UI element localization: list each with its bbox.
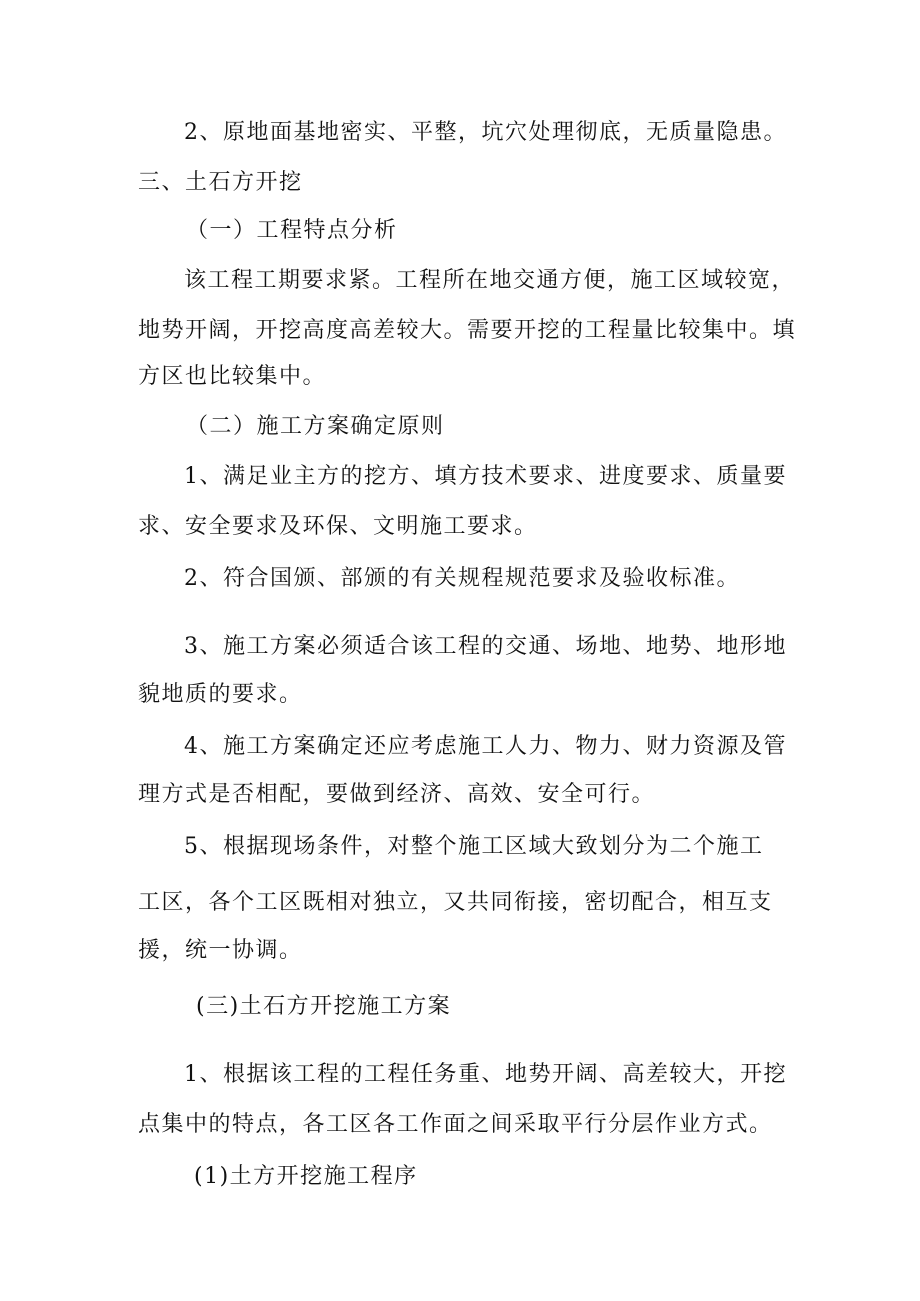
principle-3-line-2: 貌地质的要求。: [138, 682, 303, 707]
subheading-excavation-plan: (三)土石方开挖施工方案: [196, 994, 452, 1019]
plan-1-line-2: 点集中的特点，各工区各工作面之间采取平行分层作业方式。: [138, 1112, 773, 1137]
plan-1-subitem-procedure: (1)土方开挖施工程序: [194, 1164, 418, 1189]
principle-4-line-1: 4、施工方案确定还应考虑施工人力、物力、财力资源及管: [184, 734, 787, 759]
principle-3-line-1: 3、施工方案必须适合该工程的交通、场地、地势、地形地: [184, 634, 787, 659]
paragraph-features-line-3: 方区也比较集中。: [138, 364, 327, 389]
paragraph-features-line-1: 该工程工期要求紧。工程所在地交通方便，施工区域较宽，: [184, 268, 796, 293]
principle-4-line-2: 理方式是否相配，要做到经济、高效、安全可行。: [138, 782, 656, 807]
principle-5-line-2: 工区，各个工区既相对独立，又共同衔接，密切配合，相互支: [138, 890, 773, 915]
plan-1-line-1: 1、根据该工程的工程任务重、地势开阔、高差较大，开挖: [184, 1062, 787, 1087]
principle-5-line-1: 5、根据现场条件，对整个施工区域大致划分为二个施工: [184, 834, 764, 859]
paragraph-original-ground: 2、原地面基地密实、平整，坑穴处理彻底，无质量隐患。: [184, 120, 787, 145]
paragraph-features-line-2: 地势开阔，开挖高度高差较大。需要开挖的工程量比较集中。填: [138, 318, 797, 343]
principle-1-line-2: 求、安全要求及环保、文明施工要求。: [138, 514, 538, 539]
subheading-project-features: （一）工程特点分析: [186, 218, 398, 243]
principle-5-line-3: 援，统一协调。: [138, 938, 303, 963]
principle-2: 2、符合国颁、部颁的有关规程规范要求及验收标准。: [184, 566, 740, 591]
principle-1-line-1: 1、满足业主方的挖方、填方技术要求、进度要求、质量要: [184, 464, 787, 489]
subheading-principles: （二）施工方案确定原则: [186, 414, 445, 439]
section-heading-earthwork: 三、土石方开挖: [138, 170, 303, 195]
